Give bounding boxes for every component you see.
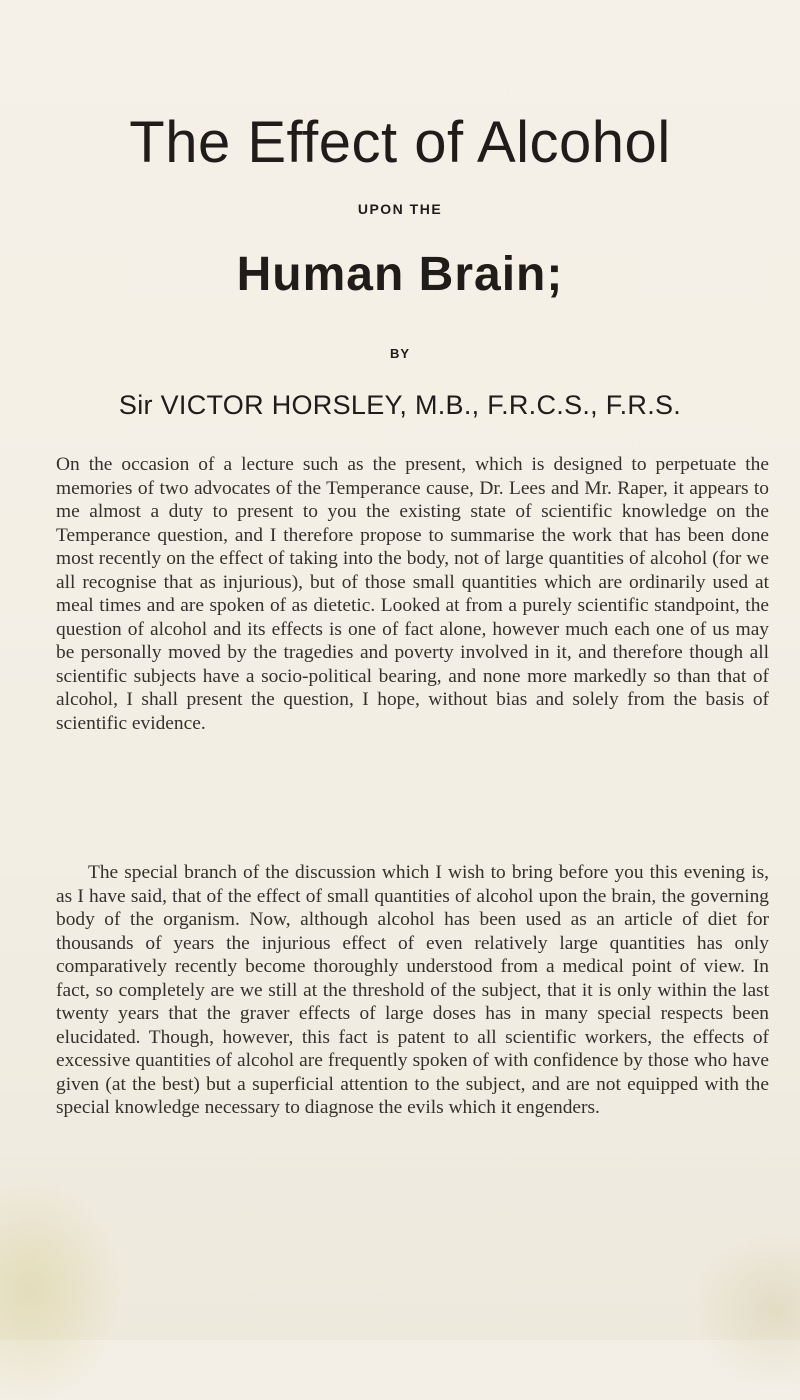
paper-stain bbox=[0, 1180, 120, 1400]
body-paragraph: The special branch of the discussion which I wish to bring before you this evening is, as I have said, that of the effect of small quantities of alcohol upon the brain, the governing body of the organism. Now, although alcohol has been used as an article of diet for thousands of years the injurious effect of even relatively large quantities has only comparatively recently become thoroughly understood from a medical point of view. In fact, so completely are we still at the threshold of the subject, that it is only within the last twenty years that the graver effects of large doses has in many special respects been elucidated. Though, however, this fact is patent to all scientific workers, the effects of excessive quantities of alcohol are frequently spoken of with confidence by those who have given (at the best) but a superficial attention to the subject, and are not equipped with the special knowledge necessary to diagnose the evils which it engenders. bbox=[56, 862, 769, 1119]
document-subtitle: Human Brain; bbox=[236, 248, 564, 301]
byline-label: BY bbox=[389, 346, 411, 361]
author-name: Sir VICTOR HORSLEY, M.B., F.R.C.S., F.R.S. bbox=[118, 390, 682, 420]
paper-stain bbox=[690, 1230, 800, 1390]
document-title: The Effect of Alcohol bbox=[129, 110, 671, 175]
body-paragraph: On the occasion of a lecture such as the present, which is designed to perpetuate the memories of two advocates of the Temperance cause, Dr. Lees and Mr. Raper, it appears to me almost a duty to present to you the existing state of scientific knowledge on the Temperance question, and I therefore propose to summarise the work that has been done most recently on the effect of taking into the body, not of large quantities of alcohol (for we all recognise that as injurious), but of those small quantities which are ordinarily used at meal times and are spoken of as dietetic. Looked at from a purely scientific standpoint, the question of alcohol and its effects is one of fact alone, however much each one of us may be personally moved by the tragedies and poverty involved in it, and therefore though all scientific subjects have a socio-political bearing, and none more markedly so than that of alcohol, I shall present the question, I hope, without bias and solely from the basis of scientific evidence. bbox=[56, 454, 769, 735]
title-connector: UPON THE bbox=[357, 201, 443, 217]
